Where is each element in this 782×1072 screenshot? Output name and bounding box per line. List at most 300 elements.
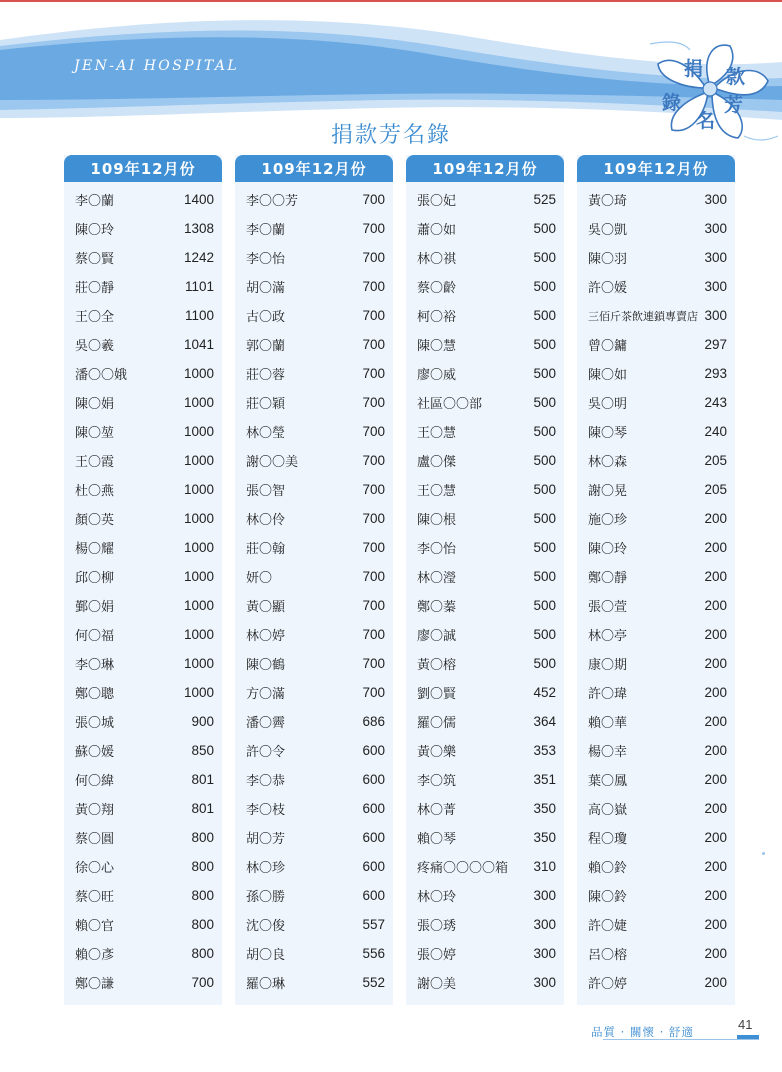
donor-name: 潘〇霽 bbox=[246, 716, 286, 731]
donor-name: 李〇〇芳 bbox=[246, 194, 299, 209]
donation-amount: 350 bbox=[533, 830, 556, 845]
donor-row bbox=[406, 388, 564, 417]
donor-row bbox=[235, 533, 393, 562]
donation-amount: 200 bbox=[704, 772, 727, 787]
donor-row bbox=[235, 388, 393, 417]
donor-row bbox=[406, 243, 564, 272]
donor-name: 賴〇彥 bbox=[75, 948, 115, 963]
donor-row bbox=[64, 707, 222, 736]
donor-row bbox=[64, 388, 222, 417]
donation-amount: 500 bbox=[533, 308, 556, 323]
donation-amount: 700 bbox=[362, 511, 385, 526]
donation-amount: 297 bbox=[704, 337, 727, 352]
donor-row bbox=[64, 852, 222, 881]
donor-row bbox=[235, 272, 393, 301]
donor-name: 古〇政 bbox=[246, 310, 286, 325]
donor-name: 謝〇〇美 bbox=[246, 455, 299, 470]
donation-amount: 1000 bbox=[183, 569, 214, 584]
donor-name: 李〇怡 bbox=[246, 252, 286, 267]
donor-name: 張〇妃 bbox=[417, 194, 457, 209]
donation-amount: 700 bbox=[362, 685, 385, 700]
donation-amount: 200 bbox=[704, 656, 727, 671]
donor-name: 陳〇如 bbox=[588, 368, 628, 383]
donation-amount: 500 bbox=[533, 656, 556, 671]
donor-name: 李〇恭 bbox=[246, 774, 286, 789]
donor-name: 王〇慧 bbox=[417, 484, 457, 499]
donor-row bbox=[577, 939, 735, 968]
donor-row bbox=[64, 533, 222, 562]
donor-name: 林〇瀅 bbox=[417, 571, 457, 586]
donor-column-3 bbox=[406, 155, 564, 1005]
donor-name: 廖〇誠 bbox=[417, 629, 457, 644]
donation-amount: 600 bbox=[362, 801, 385, 816]
donor-name: 黃〇琦 bbox=[588, 194, 628, 209]
donor-name: 黃〇顯 bbox=[246, 600, 286, 615]
column-header: 109年12月份 bbox=[235, 155, 393, 182]
donor-name: 陳〇慧 bbox=[417, 339, 457, 354]
donation-amount: 310 bbox=[533, 859, 556, 874]
donor-name: 林〇亭 bbox=[588, 629, 628, 644]
donor-name: 何〇福 bbox=[75, 629, 115, 644]
donor-column-4 bbox=[577, 155, 735, 1005]
donor-row bbox=[406, 794, 564, 823]
donation-amount: 700 bbox=[362, 598, 385, 613]
donor-name: 李〇琳 bbox=[75, 658, 115, 673]
donation-amount: 700 bbox=[362, 453, 385, 468]
donor-row bbox=[577, 417, 735, 446]
donation-amount: 293 bbox=[704, 366, 727, 381]
donation-amount: 801 bbox=[191, 801, 214, 816]
donation-amount: 205 bbox=[704, 482, 727, 497]
donation-amount: 500 bbox=[533, 598, 556, 613]
donor-row bbox=[64, 649, 222, 678]
donor-row bbox=[577, 649, 735, 678]
donor-name: 蔡〇賢 bbox=[75, 252, 115, 267]
donor-name: 陳〇琴 bbox=[588, 426, 628, 441]
donor-row bbox=[64, 939, 222, 968]
donor-name: 社區〇〇部 bbox=[417, 397, 483, 412]
hospital-name: JEN-AI HOSPITAL bbox=[74, 58, 240, 74]
donor-row bbox=[406, 446, 564, 475]
donor-name: 蕭〇如 bbox=[417, 223, 457, 238]
donation-amount: 300 bbox=[704, 308, 727, 323]
donor-name: 杜〇燕 bbox=[75, 484, 115, 499]
donor-name: 林〇森 bbox=[588, 455, 628, 470]
donation-amount: 500 bbox=[533, 221, 556, 236]
donor-row bbox=[577, 881, 735, 910]
donation-amount: 600 bbox=[362, 859, 385, 874]
donor-row bbox=[577, 852, 735, 881]
donation-amount: 1000 bbox=[183, 540, 214, 555]
donation-amount: 700 bbox=[362, 569, 385, 584]
donor-row bbox=[235, 185, 393, 214]
donor-name: 陳〇堃 bbox=[75, 426, 115, 441]
donor-row bbox=[64, 504, 222, 533]
badge-char: 錄 bbox=[662, 92, 682, 114]
donor-name: 郭〇蘭 bbox=[246, 339, 286, 354]
donor-row bbox=[577, 446, 735, 475]
donor-name: 沈〇俊 bbox=[246, 919, 286, 934]
donor-row bbox=[64, 185, 222, 214]
donor-name: 三佰斤茶飲連鎖專賣店 bbox=[588, 309, 698, 323]
column-header: 109年12月份 bbox=[577, 155, 735, 182]
donor-name: 黃〇榕 bbox=[417, 658, 457, 673]
donor-row bbox=[64, 301, 222, 330]
donation-amount: 500 bbox=[533, 250, 556, 265]
donor-name: 鄭〇蓁 bbox=[417, 600, 457, 615]
donor-row bbox=[235, 446, 393, 475]
donor-row bbox=[577, 823, 735, 852]
donation-amount: 240 bbox=[704, 424, 727, 439]
donor-row bbox=[406, 881, 564, 910]
donation-amount: 900 bbox=[191, 714, 214, 729]
donor-row bbox=[64, 359, 222, 388]
donor-row bbox=[64, 881, 222, 910]
donation-amount: 1000 bbox=[183, 366, 214, 381]
donor-row bbox=[577, 475, 735, 504]
donor-row bbox=[235, 736, 393, 765]
donor-name: 莊〇蓉 bbox=[246, 368, 286, 383]
donor-name: 胡〇滿 bbox=[246, 281, 286, 296]
donation-amount: 1041 bbox=[183, 337, 214, 352]
donor-row bbox=[406, 330, 564, 359]
donation-amount: 452 bbox=[533, 685, 556, 700]
donor-row bbox=[406, 620, 564, 649]
donor-name: 賴〇官 bbox=[75, 919, 115, 934]
donor-row bbox=[64, 794, 222, 823]
badge-char: 名 bbox=[696, 110, 716, 132]
donor-name: 林〇菁 bbox=[417, 803, 457, 818]
donor-name: 疼痛〇〇〇〇箱 bbox=[417, 861, 509, 876]
donor-name: 鄞〇娟 bbox=[75, 600, 115, 615]
donation-amount: 600 bbox=[362, 830, 385, 845]
donation-amount: 500 bbox=[533, 453, 556, 468]
badge-char: 芳 bbox=[724, 94, 744, 116]
donor-row bbox=[406, 678, 564, 707]
donor-column-1 bbox=[64, 155, 222, 1005]
donation-amount: 500 bbox=[533, 482, 556, 497]
donor-row bbox=[577, 968, 735, 997]
donation-amount: 200 bbox=[704, 830, 727, 845]
donation-amount: 500 bbox=[533, 511, 556, 526]
page-number: 41 bbox=[738, 1017, 753, 1032]
donation-amount: 500 bbox=[533, 540, 556, 555]
donation-amount: 700 bbox=[362, 192, 385, 207]
donation-amount: 200 bbox=[704, 714, 727, 729]
donor-row bbox=[235, 910, 393, 939]
donor-row bbox=[235, 301, 393, 330]
donor-row bbox=[577, 591, 735, 620]
donor-row bbox=[406, 417, 564, 446]
donor-row bbox=[64, 823, 222, 852]
page-title: 捐款芳名錄 bbox=[330, 123, 451, 148]
donor-row bbox=[235, 359, 393, 388]
donor-name: 林〇婷 bbox=[246, 629, 286, 644]
donor-row bbox=[235, 562, 393, 591]
donor-row bbox=[406, 533, 564, 562]
footer-slogan: 品質 · 關懷 · 舒適 bbox=[591, 1025, 694, 1039]
donation-amount: 800 bbox=[191, 888, 214, 903]
donor-name: 何〇緯 bbox=[75, 774, 115, 789]
donation-amount: 1000 bbox=[183, 511, 214, 526]
donor-name: 林〇伶 bbox=[246, 513, 286, 528]
donation-amount: 1000 bbox=[183, 656, 214, 671]
donation-amount: 556 bbox=[362, 946, 385, 961]
donor-row bbox=[235, 678, 393, 707]
donor-name: 林〇瑩 bbox=[246, 426, 286, 441]
donor-name: 陳〇鶴 bbox=[246, 658, 286, 673]
donor-row bbox=[235, 214, 393, 243]
donor-name: 呂〇榕 bbox=[588, 948, 628, 963]
donor-row bbox=[577, 765, 735, 794]
donor-name: 顏〇英 bbox=[75, 513, 115, 528]
donation-amount: 243 bbox=[704, 395, 727, 410]
donor-row bbox=[577, 243, 735, 272]
donor-row bbox=[235, 968, 393, 997]
donation-amount: 300 bbox=[533, 946, 556, 961]
donor-row bbox=[577, 620, 735, 649]
donation-amount: 200 bbox=[704, 540, 727, 555]
donation-amount: 1400 bbox=[183, 192, 214, 207]
donor-row bbox=[64, 910, 222, 939]
donor-row bbox=[406, 968, 564, 997]
donation-amount: 200 bbox=[704, 859, 727, 874]
donor-name: 張〇城 bbox=[75, 716, 115, 731]
donation-amount: 700 bbox=[362, 221, 385, 236]
donor-row bbox=[235, 794, 393, 823]
donation-amount: 700 bbox=[362, 308, 385, 323]
donor-name: 徐〇心 bbox=[75, 861, 115, 876]
donor-column-2 bbox=[235, 155, 393, 1005]
donor-name: 邱〇柳 bbox=[75, 571, 115, 586]
donor-name: 李〇筑 bbox=[417, 774, 457, 789]
donor-row bbox=[235, 504, 393, 533]
donation-amount: 500 bbox=[533, 395, 556, 410]
donation-amount: 801 bbox=[191, 772, 214, 787]
donor-name: 楊〇耀 bbox=[75, 542, 115, 557]
donor-name: 張〇智 bbox=[246, 484, 286, 499]
donor-name: 王〇霞 bbox=[75, 455, 115, 470]
donor-name: 楊〇幸 bbox=[588, 745, 628, 760]
donor-name: 吳〇明 bbox=[588, 397, 628, 412]
donation-amount: 1242 bbox=[183, 250, 214, 265]
donor-name: 許〇瑋 bbox=[588, 687, 628, 702]
donor-row bbox=[577, 214, 735, 243]
donor-row bbox=[64, 446, 222, 475]
donation-amount: 600 bbox=[362, 772, 385, 787]
donor-row bbox=[235, 591, 393, 620]
donation-amount: 200 bbox=[704, 975, 727, 990]
donation-amount: 700 bbox=[362, 366, 385, 381]
donor-row bbox=[64, 562, 222, 591]
donor-row bbox=[64, 243, 222, 272]
donor-name: 胡〇芳 bbox=[246, 832, 286, 847]
donation-amount: 200 bbox=[704, 685, 727, 700]
donation-amount: 200 bbox=[704, 888, 727, 903]
donor-row bbox=[235, 881, 393, 910]
donor-name: 張〇萱 bbox=[588, 600, 628, 615]
donation-amount: 200 bbox=[704, 598, 727, 613]
donation-amount: 1101 bbox=[184, 279, 214, 294]
donor-row bbox=[64, 417, 222, 446]
donor-row bbox=[406, 214, 564, 243]
donation-amount: 800 bbox=[191, 830, 214, 845]
donor-row bbox=[64, 736, 222, 765]
donor-name: 吳〇凱 bbox=[588, 223, 628, 238]
donor-name: 蔡〇齡 bbox=[417, 281, 457, 296]
donor-name: 柯〇裕 bbox=[417, 310, 457, 325]
donor-name: 陳〇玲 bbox=[588, 542, 628, 557]
donor-row bbox=[64, 678, 222, 707]
donor-name: 方〇滿 bbox=[246, 687, 286, 702]
donor-row bbox=[64, 330, 222, 359]
donor-row bbox=[406, 504, 564, 533]
donor-row bbox=[406, 591, 564, 620]
donation-amount: 700 bbox=[362, 656, 385, 671]
donor-name: 黃〇翔 bbox=[75, 803, 115, 818]
donor-row bbox=[577, 736, 735, 765]
donor-name: 程〇瓊 bbox=[588, 832, 628, 847]
donor-row bbox=[577, 185, 735, 214]
donor-row bbox=[64, 272, 222, 301]
donation-amount: 700 bbox=[362, 337, 385, 352]
donor-name: 莊〇翰 bbox=[246, 542, 286, 557]
donor-name: 林〇玲 bbox=[417, 890, 457, 905]
donor-name: 施〇珍 bbox=[588, 513, 628, 528]
donor-row bbox=[406, 736, 564, 765]
donor-row bbox=[577, 504, 735, 533]
donor-name: 張〇婷 bbox=[417, 948, 457, 963]
donor-row bbox=[406, 765, 564, 794]
donation-amount: 850 bbox=[191, 743, 214, 758]
donor-list bbox=[64, 182, 222, 997]
donor-name: 林〇珍 bbox=[246, 861, 286, 876]
donation-amount: 205 bbox=[704, 453, 727, 468]
donor-name: 劉〇賢 bbox=[417, 687, 457, 702]
donor-name: 賴〇鈴 bbox=[588, 861, 628, 876]
donation-amount: 686 bbox=[362, 714, 385, 729]
donor-name: 賴〇華 bbox=[588, 716, 628, 731]
donor-row bbox=[64, 591, 222, 620]
donor-name: 黃〇樂 bbox=[417, 745, 457, 760]
donor-name: 潘〇〇娥 bbox=[75, 368, 128, 383]
donor-row bbox=[577, 272, 735, 301]
donation-amount: 300 bbox=[704, 221, 727, 236]
donor-row bbox=[406, 185, 564, 214]
donation-amount: 552 bbox=[362, 975, 385, 990]
donation-amount: 1000 bbox=[183, 685, 214, 700]
donor-row bbox=[406, 562, 564, 591]
donor-row bbox=[406, 301, 564, 330]
donor-row bbox=[406, 707, 564, 736]
donor-name: 李〇怡 bbox=[417, 542, 457, 557]
donation-amount: 600 bbox=[362, 743, 385, 758]
donor-name: 鄭〇靜 bbox=[588, 571, 628, 586]
donor-name: 陳〇根 bbox=[417, 513, 457, 528]
donor-name: 孫〇勝 bbox=[246, 890, 286, 905]
donation-amount: 300 bbox=[533, 975, 556, 990]
donor-name: 李〇蘭 bbox=[246, 223, 286, 238]
donor-name: 謝〇晃 bbox=[588, 484, 628, 499]
donor-list bbox=[235, 182, 393, 997]
donation-amount: 500 bbox=[533, 424, 556, 439]
donor-name: 曾〇鏞 bbox=[588, 339, 628, 354]
donor-row bbox=[64, 968, 222, 997]
donation-amount: 1000 bbox=[183, 482, 214, 497]
donation-amount: 364 bbox=[533, 714, 556, 729]
donor-row bbox=[235, 475, 393, 504]
donation-amount: 200 bbox=[704, 627, 727, 642]
donor-row bbox=[235, 939, 393, 968]
donation-amount: 525 bbox=[533, 192, 556, 207]
donor-name: 陳〇娟 bbox=[75, 397, 115, 412]
donor-row bbox=[577, 794, 735, 823]
footer-rule bbox=[603, 1039, 759, 1040]
donor-row bbox=[64, 475, 222, 504]
donor-row bbox=[577, 678, 735, 707]
donor-name: 廖〇威 bbox=[417, 368, 457, 383]
donor-name: 吳〇羲 bbox=[75, 339, 115, 354]
donation-amount: 350 bbox=[533, 801, 556, 816]
donation-amount: 500 bbox=[533, 569, 556, 584]
donation-amount: 1000 bbox=[183, 627, 214, 642]
donor-name: 張〇琇 bbox=[417, 919, 457, 934]
donor-row bbox=[64, 620, 222, 649]
donation-amount: 200 bbox=[704, 511, 727, 526]
donation-amount: 800 bbox=[191, 946, 214, 961]
donation-amount: 557 bbox=[362, 917, 385, 932]
donor-row bbox=[64, 214, 222, 243]
donation-amount: 200 bbox=[704, 743, 727, 758]
donor-name: 羅〇儒 bbox=[417, 716, 457, 731]
donor-name: 鄭〇聰 bbox=[75, 687, 115, 702]
donation-amount: 353 bbox=[533, 743, 556, 758]
donor-name: 許〇婷 bbox=[588, 977, 628, 992]
donation-amount: 700 bbox=[362, 250, 385, 265]
donor-row bbox=[235, 852, 393, 881]
donor-row bbox=[406, 272, 564, 301]
donation-amount: 700 bbox=[362, 627, 385, 642]
donation-amount: 351 bbox=[533, 772, 556, 787]
donation-amount: 600 bbox=[362, 888, 385, 903]
donor-name: 羅〇琳 bbox=[246, 977, 286, 992]
donation-amount: 700 bbox=[362, 279, 385, 294]
donor-row bbox=[235, 417, 393, 446]
donation-amount: 200 bbox=[704, 917, 727, 932]
donation-amount: 300 bbox=[533, 917, 556, 932]
donor-row bbox=[235, 330, 393, 359]
donor-row bbox=[406, 852, 564, 881]
donor-row bbox=[235, 649, 393, 678]
donation-amount: 700 bbox=[362, 540, 385, 555]
donation-amount: 300 bbox=[704, 250, 727, 265]
donor-name: 蘇〇媛 bbox=[75, 745, 115, 760]
donor-list bbox=[577, 182, 735, 997]
donation-amount: 300 bbox=[704, 279, 727, 294]
donor-name: 蔡〇圓 bbox=[75, 832, 115, 847]
column-header: 109年12月份 bbox=[64, 155, 222, 182]
donation-amount: 700 bbox=[191, 975, 214, 990]
donation-amount: 300 bbox=[533, 888, 556, 903]
donation-amount: 700 bbox=[362, 482, 385, 497]
donor-row bbox=[577, 301, 735, 330]
donor-name: 莊〇靜 bbox=[75, 281, 115, 296]
donation-amount: 800 bbox=[191, 917, 214, 932]
donor-name: 葉〇鳳 bbox=[588, 774, 628, 789]
donation-amount: 500 bbox=[533, 279, 556, 294]
donor-row bbox=[577, 359, 735, 388]
donor-name: 王〇全 bbox=[75, 310, 115, 325]
